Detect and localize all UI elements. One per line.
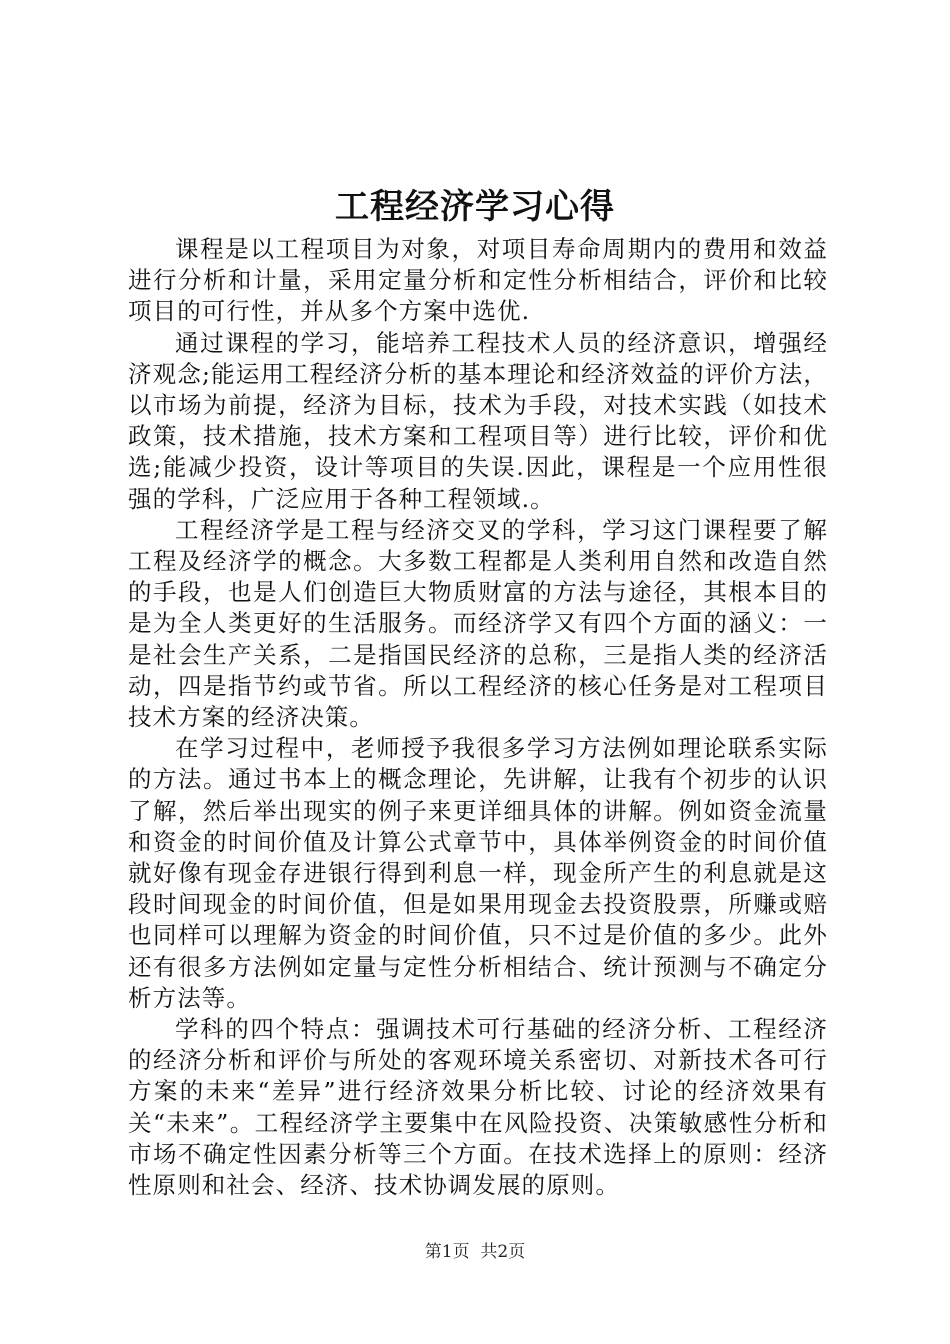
page-number-label: 第1页 共2页 (424, 1242, 526, 1262)
paragraph-4: 在学习过程中，老师授予我很多学习方法例如理论联系实际的方法。通过书本上的概念理论，先讲解，让我有个初步的认识了解，然后举出现实的例子来更详细具体的讲解。例如资金流量和资金的时间价值及计算公式章节中，具体举例资金的时间价值就好像有现金存进银行得到利息一样，现金所产生的利息就是这段时间现金的时间价值，但是如果用现金去投资股票，所赚或赔也同样可以理解为资金的时间价值，只不过是价值的多少。此外还有很多方法例如定量与定性分析相结合、统计预测与不确定分析方法等。 (128, 734, 828, 1012)
paragraph-2: 通过课程的学习，能培养工程技术人员的经济意识，增强经济观念;能运用工程经济分析的基本理论和经济效益的评价方法，以市场为前提，经济为目标，技术为手段，对技术实践（如技术政策，技术措施，技术方案和工程项目等）进行比较，评价和优选;能减少投资，设计等项目的失误.因此，课程是一个应用性很强的学科，广泛应用于各种工程领域.。 (128, 328, 828, 513)
page-footer (0, 1240, 950, 1264)
document-body (128, 234, 828, 1201)
paragraph-5: 学科的四个特点：强调技术可行基础的经济分析、工程经济的经济分析和评价与所处的客观环境关系密切、对新技术各可行方案的未来“差异”进行经济效果分析比较、讨论的经济效果有关“未来”。工程经济学主要集中在风险投资、决策敏感性分析和市场不确定性因素分析等三个方面。在技术选择上的原则：经济性原则和社会、经济、技术协调发展的原则。 (128, 1015, 828, 1200)
paragraph-3: 工程经济学是工程与经济交叉的学科，学习这门课程要了解工程及经济学的概念。大多数工程都是人类利用自然和改造自然的手段，也是人们创造巨大物质财富的方法与途径，其根本目的是为全人类更好的生活服务。而经济学又有四个方面的涵义：一是社会生产关系，二是指国民经济的总称，三是指人类的经济活动，四是指节约或节省。所以工程经济的核心任务是对工程项目技术方案的经济决策。 (128, 515, 828, 732)
document-title: 工程经济学习心得 (335, 187, 615, 227)
paragraph-1: 课程是以工程项目为对象，对项目寿命周期内的费用和效益进行分析和计量，采用定量分析和定性分析相结合，评价和比较项目的可行性，并从多个方案中选优. (128, 235, 828, 326)
